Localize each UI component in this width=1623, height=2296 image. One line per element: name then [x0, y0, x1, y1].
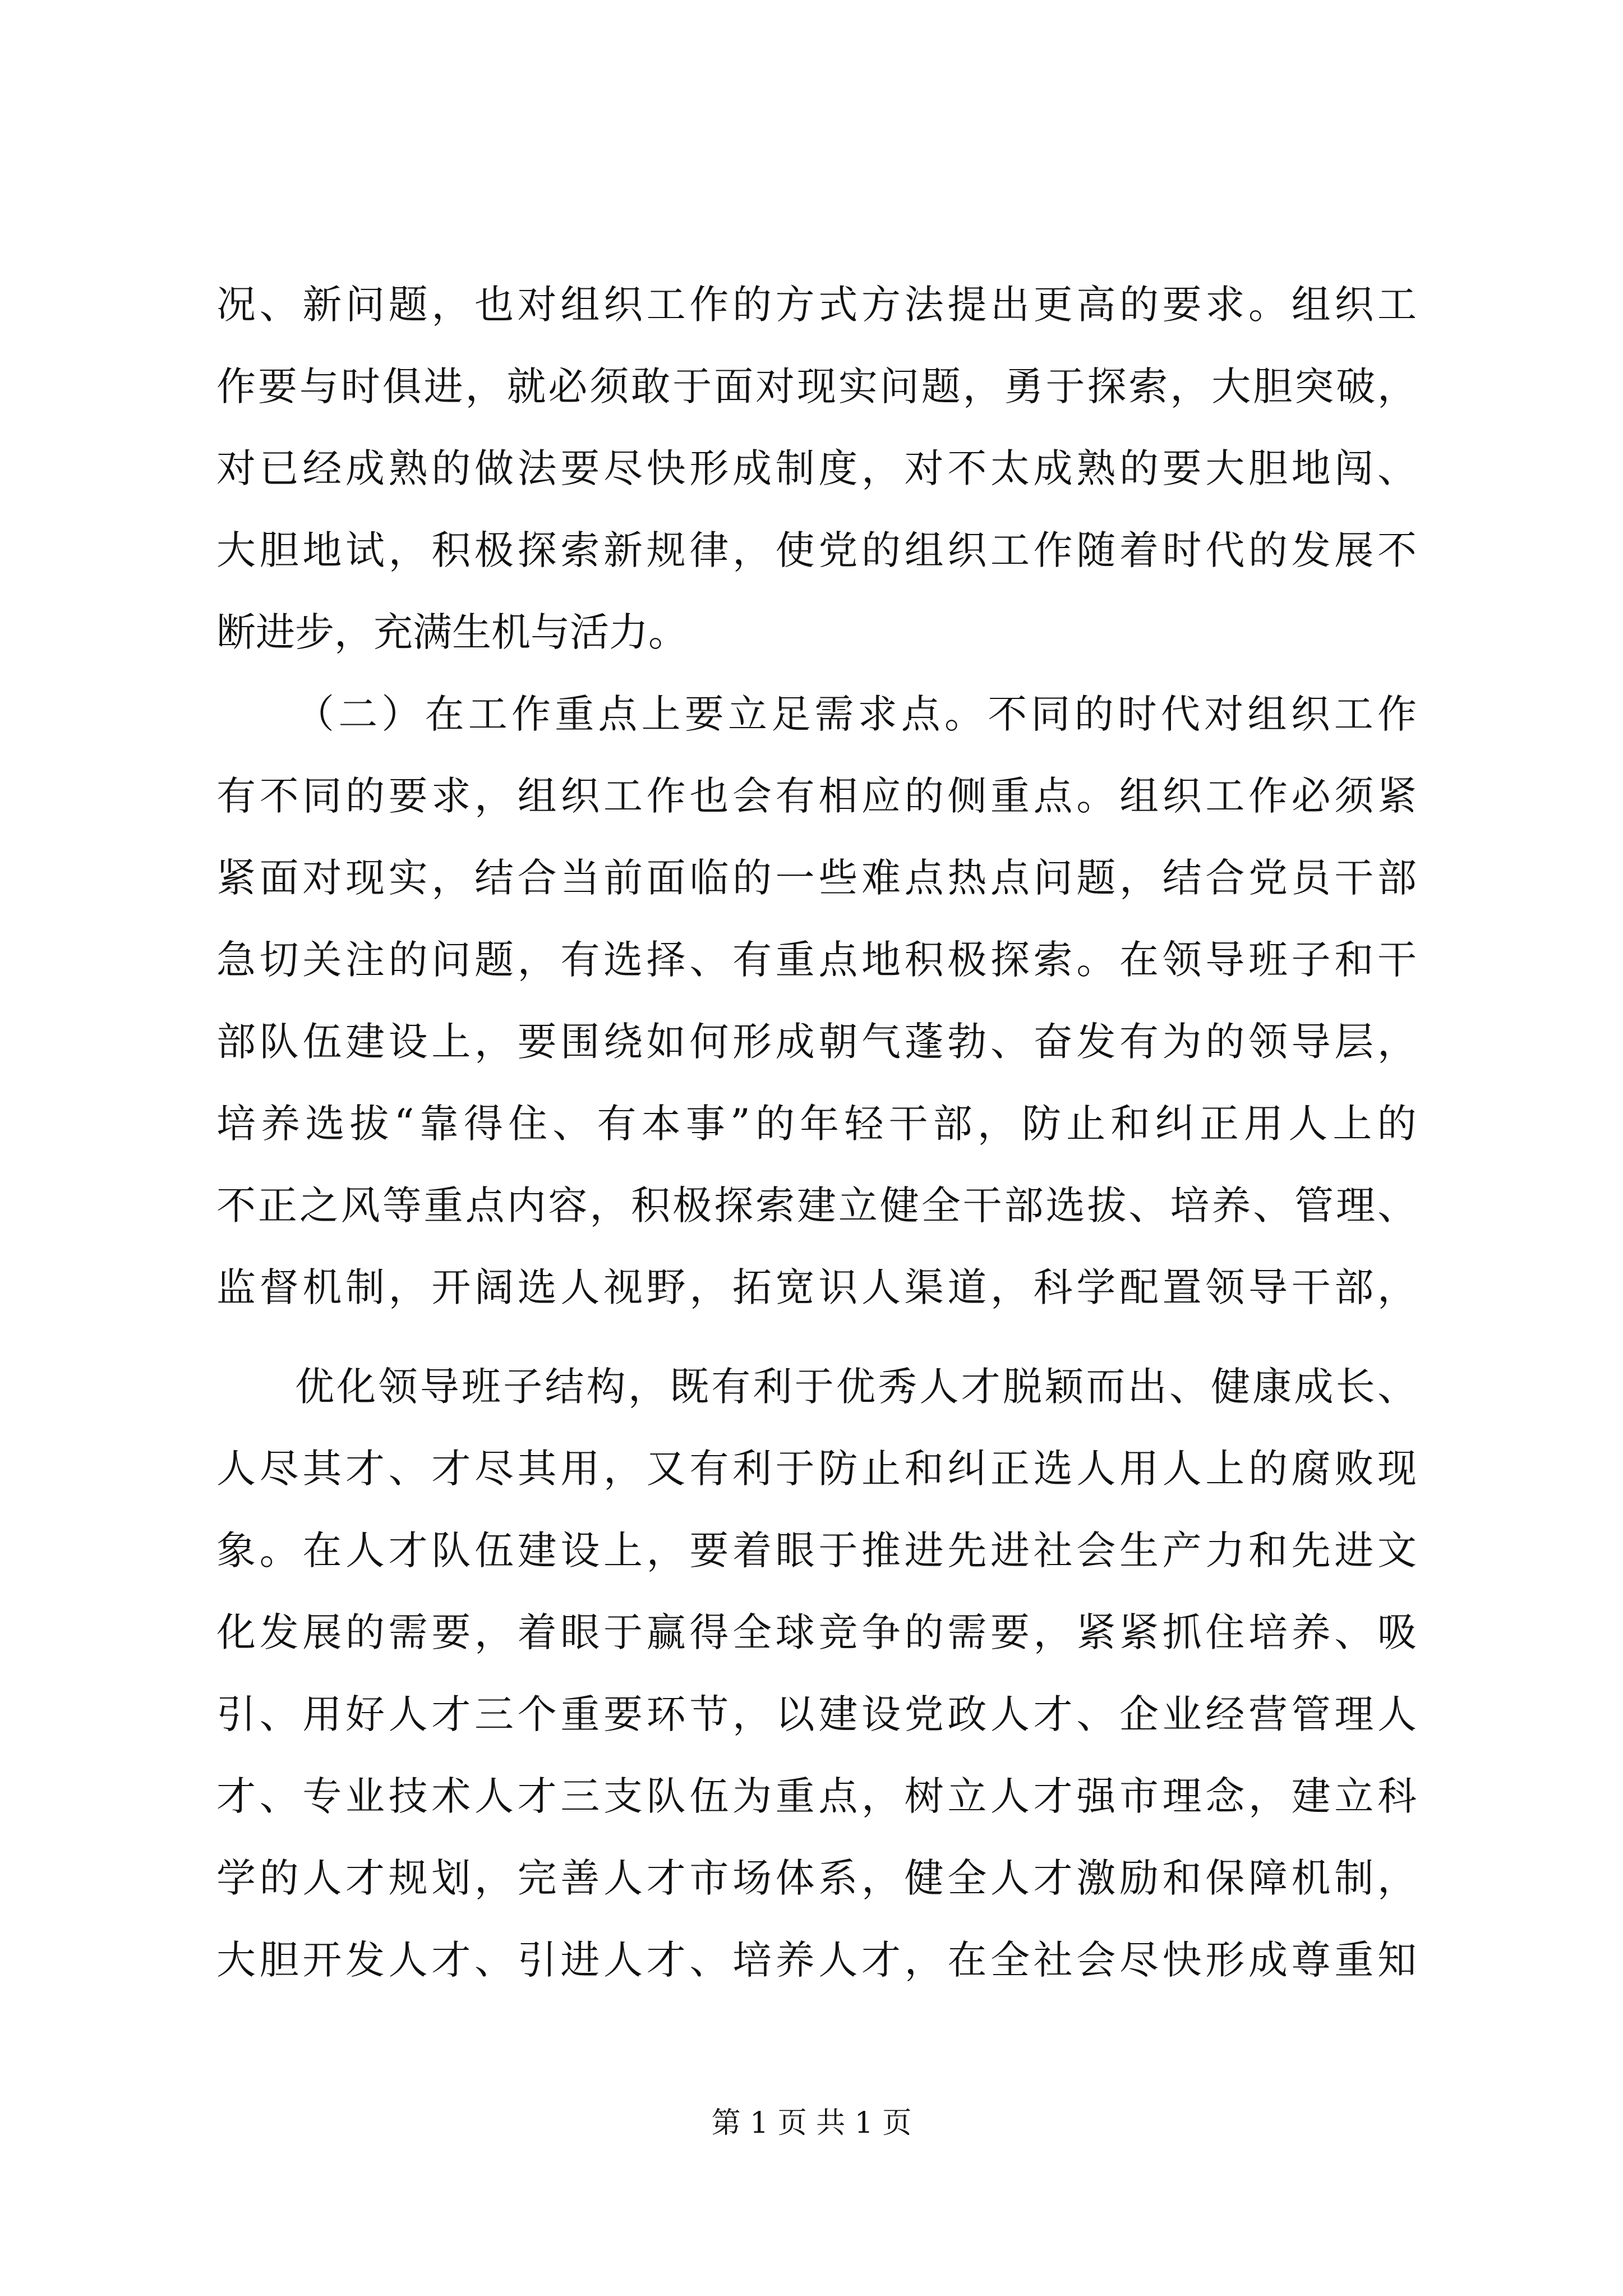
text-line: 人尽其才、才尽其用，又有利于防止和纠正选人用人上的腐败现 — [216, 1446, 1421, 1492]
text-line: 紧面对现实，结合当前面临的一些难点热点问题，结合党员干部 — [216, 855, 1421, 901]
text-line: 优化领导班子结构，既有利于优秀人才脱颖而出、健康成长、 — [295, 1364, 1419, 1410]
text-line: 有不同的要求，组织工作也会有相应的侧重点。组织工作必须紧 — [216, 773, 1421, 819]
text-line: 学的人才规划，完善人才市场体系，健全人才激励和保障机制， — [216, 1855, 1421, 1901]
text-line: 才、专业技术人才三支队伍为重点，树立人才强市理念，建立科 — [216, 1773, 1421, 1819]
text-line: 部队伍建设上，要围绕如何形成朝气蓬勃、奋发有为的领导层， — [216, 1019, 1421, 1065]
text-line: 大胆地试，积极探索新规律，使党的组织工作随着时代的发展不 — [216, 527, 1421, 573]
text-line: 况、新问题，也对组织工作的方式方法提出更高的要求。组织工 — [216, 282, 1421, 328]
text-line: 对已经成熟的做法要尽快形成制度，对不太成熟的要大胆地闯、 — [216, 445, 1421, 491]
text-line: 培养选拔“靠得住、有本事”的年轻干部，防止和纠正用人上的 — [216, 1101, 1422, 1147]
text-line: 作要与时俱进，就必须敢于面对现实问题，勇于探索，大胆突破， — [216, 364, 1419, 409]
text-line: 化发展的需要，着眼于赢得全球竞争的需要，紧紧抓住培养、吸 — [216, 1609, 1421, 1655]
text-line: （二）在工作重点上要立足需求点。不同的时代对组织工作 — [295, 691, 1421, 737]
text-line: 象。在人才队伍建设上，要着眼于推进先进社会生产力和先进文 — [216, 1527, 1421, 1573]
text-line: 急切关注的问题，有选择、有重点地积极探索。在领导班子和干 — [216, 937, 1421, 983]
text-line: 断进步，充满生机与活力。 — [216, 609, 688, 655]
text-line: 大胆开发人才、引进人才、培养人才，在全社会尽快形成尊重知 — [216, 1937, 1421, 1983]
text-line: 不正之风等重点内容，积极探索建立健全干部选拔、培养、管理、 — [216, 1182, 1419, 1228]
text-line: 引、用好人才三个重要环节，以建设党政人才、企业经营管理人 — [216, 1691, 1421, 1737]
page-number-footer: 第 1 页 共 1 页 — [711, 2106, 912, 2140]
text-line: 监督机制，开阔选人视野，拓宽识人渠道，科学配置领导干部， — [216, 1264, 1421, 1310]
